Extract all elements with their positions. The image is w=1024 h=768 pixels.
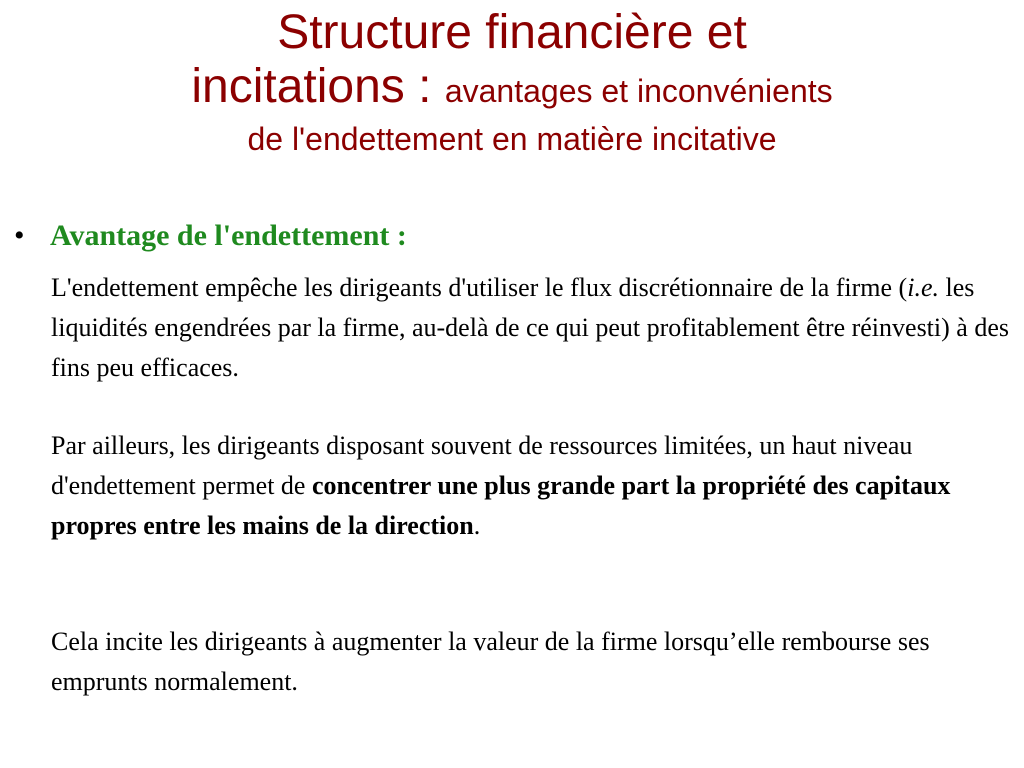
title-line-1: Structure financière et (277, 6, 747, 59)
bullet-heading-row (14, 216, 407, 256)
paragraph-1 (51, 268, 1016, 388)
bullet-icon: • (14, 219, 25, 252)
title-line-2 (0, 60, 1024, 118)
bullet-heading: Avantage de l'endettement : (50, 219, 407, 252)
paragraph-2-part-2: . (473, 511, 481, 540)
paragraph-1-italic: i.e. (907, 273, 939, 302)
paragraph-3: Cela incite les dirigeants à augmenter la valeur de la firme lorsqu’elle rembourse ses emprunts normalement. (51, 627, 930, 696)
slide-title (0, 6, 1024, 158)
paragraph-2-part-1: Par ailleurs, les dirigeants disposant souvent de ressources limitées, un haut niveau d'endettement permet de (51, 431, 913, 500)
title-line-3: de l'endettement en matière incitative (247, 121, 777, 157)
paragraph-2-bold: concentrer une plus grande part la propriété des capitaux propres entre les mains de la direction (51, 471, 951, 540)
paragraph-2 (51, 426, 1016, 546)
paragraph-1-part-2: les liquidités engendrées par la firme, au-delà de ce qui peut profitablement être réinvesti) à des fins peu efficaces. (51, 273, 1009, 382)
title-subtitle-text: avantages et inconvénients (444, 73, 833, 109)
paragraph-1-part-1: L'endettement empêche les dirigeants d'utiliser le flux discrétionnaire de la firme ( (51, 273, 908, 302)
title-main-text: incitations : (191, 60, 445, 113)
